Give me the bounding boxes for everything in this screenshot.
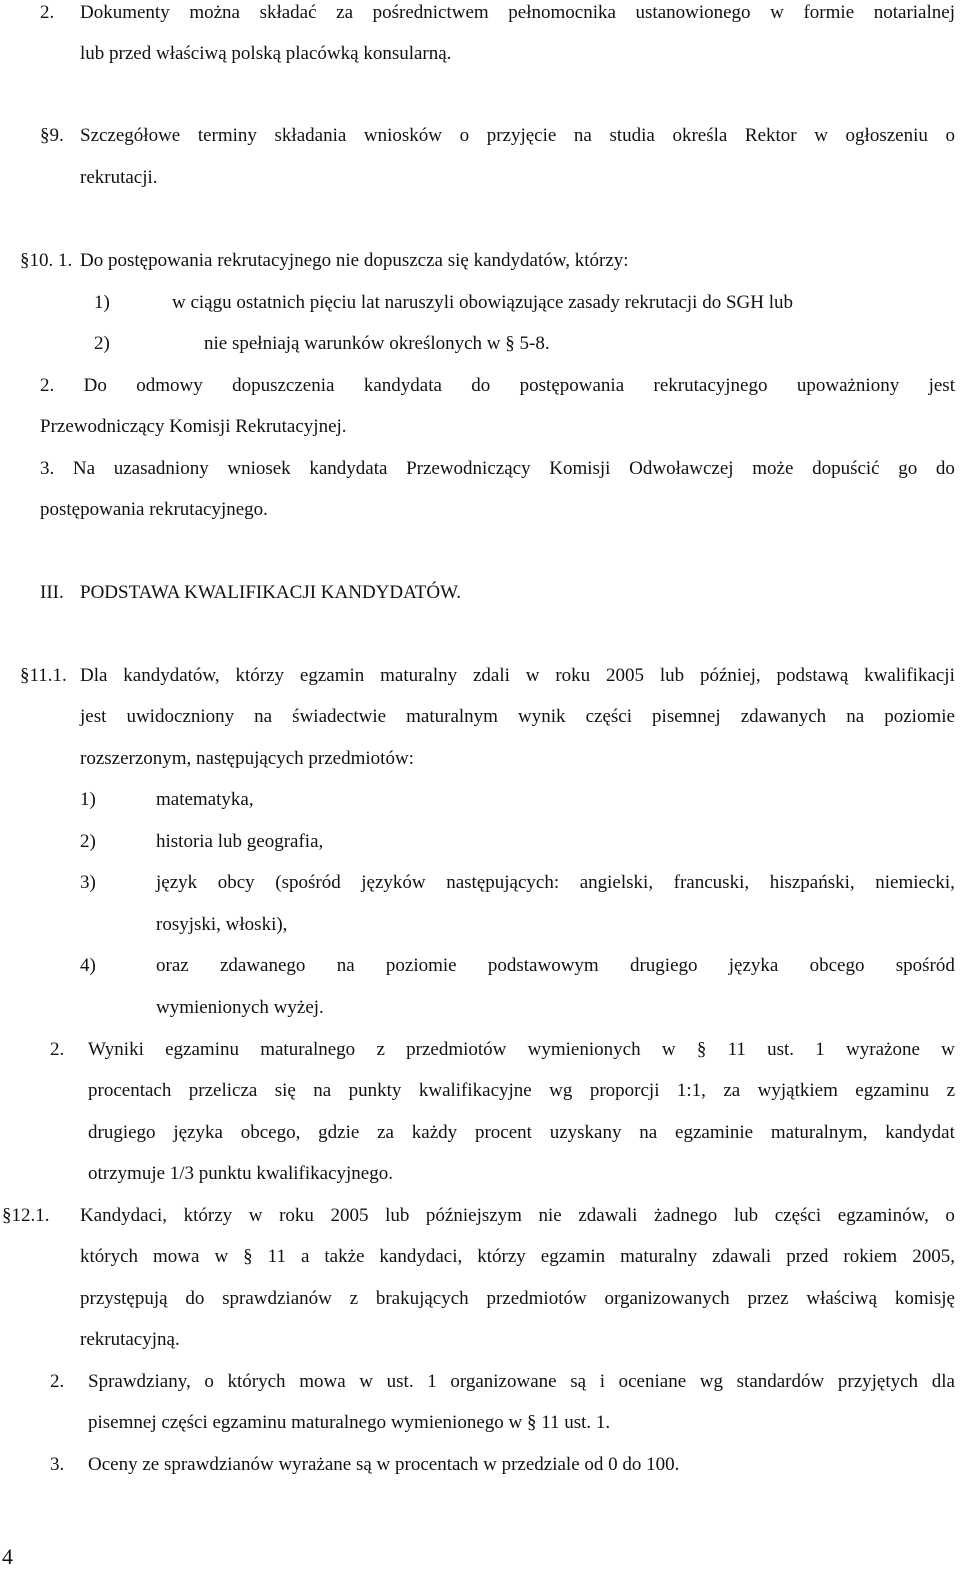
paragraph-line <box>40 374 955 398</box>
word: formie <box>803 2 855 23</box>
word: Dla <box>80 665 108 686</box>
word: ust. <box>386 1371 414 1392</box>
word: oceniane <box>618 1371 687 1392</box>
word: (spośród <box>275 872 341 893</box>
word: kandydat <box>885 1122 955 1143</box>
word: zdawanego <box>219 955 306 976</box>
word: angielski, <box>579 872 654 893</box>
word: języków <box>361 872 426 893</box>
word: których <box>80 1246 139 1267</box>
word: maturalnym <box>406 706 498 727</box>
word: w <box>661 1039 676 1060</box>
word: w <box>770 2 784 23</box>
word: kwalifikacyjne <box>418 1080 532 1101</box>
word: zdawali <box>578 1205 638 1226</box>
word: 11 <box>727 1039 746 1060</box>
word: określa <box>672 125 728 146</box>
word: na <box>573 125 592 146</box>
word: przyjęcie <box>486 125 557 146</box>
word: 1:1, <box>676 1080 706 1101</box>
word: Wyniki <box>88 1039 144 1060</box>
word: właściwą <box>806 1288 878 1309</box>
word: odmowy <box>136 375 203 396</box>
word: z <box>946 1080 955 1101</box>
word: kandydata <box>363 375 442 396</box>
word: maturalnym, <box>770 1122 868 1143</box>
word: przedmiotów <box>486 1288 587 1309</box>
word: żadnego <box>653 1205 718 1226</box>
word: Sprawdziany, <box>88 1371 191 1392</box>
list-item-text <box>156 871 955 895</box>
word: Odwoławczej <box>629 458 734 479</box>
word: oraz <box>156 955 189 976</box>
paragraph-line <box>80 124 955 148</box>
paragraph-line: otrzymuje 1/3 punktu kwalifikacyjnego. <box>88 1163 393 1184</box>
word: na <box>313 1080 332 1101</box>
word: o <box>945 125 955 146</box>
list-number: 1) <box>80 789 96 810</box>
word: podstawą <box>776 665 849 686</box>
chapter-number: III. <box>40 582 64 603</box>
word: ustanowionego <box>635 2 751 23</box>
word: pisemnej <box>652 706 721 727</box>
word: wyrażone <box>846 1039 920 1060</box>
word: przez <box>747 1288 789 1309</box>
word: gdzie <box>318 1122 360 1143</box>
paragraph-line <box>88 1079 955 1103</box>
word: w <box>814 125 828 146</box>
word: zdawali <box>712 1246 772 1267</box>
word: są <box>570 1371 587 1392</box>
word: wyjątkiem <box>757 1080 838 1101</box>
word: następujących: <box>446 872 560 893</box>
item-number: 3. <box>50 1454 65 1475</box>
paragraph-line <box>80 1204 955 1228</box>
word: punkty <box>348 1080 402 1101</box>
section-number: §12.1. <box>2 1205 50 1226</box>
word: pośrednictwem <box>372 2 489 23</box>
word: przed <box>786 1246 829 1267</box>
word: go <box>898 458 918 479</box>
word: mowa <box>153 1246 200 1267</box>
word: mowa <box>299 1371 346 1392</box>
word: języka <box>728 955 779 976</box>
word: wg <box>699 1371 723 1392</box>
word: standardów <box>736 1371 825 1392</box>
word: obcego <box>809 955 865 976</box>
word: do <box>185 1288 205 1309</box>
word: kwalifikacji <box>864 665 955 686</box>
word: o <box>945 1205 955 1226</box>
word: świadectwie <box>292 706 387 727</box>
word: uzasadniony <box>113 458 209 479</box>
word: drugiego <box>629 955 698 976</box>
word: w <box>525 665 540 686</box>
word: 11 <box>267 1246 286 1267</box>
word: egzamin <box>299 665 365 686</box>
word: którzy <box>183 1205 233 1226</box>
paragraph-line <box>80 1245 955 1269</box>
word: roku <box>279 1205 314 1226</box>
section-number: §10. 1. <box>20 250 73 271</box>
word: drugiego <box>88 1122 156 1143</box>
word: Na <box>72 458 96 479</box>
word: jest <box>80 706 107 727</box>
word: kandydatów, <box>123 665 220 686</box>
paragraph-line <box>80 705 955 729</box>
word: kandydaci, <box>379 1246 463 1267</box>
word: obcy <box>217 872 255 893</box>
word: poziomie <box>884 706 955 727</box>
list-item-text: rosyjski, włoski), <box>156 914 288 935</box>
word: egzaminie <box>675 1122 754 1143</box>
word: pełnomocnika <box>508 2 616 23</box>
word: Dokumenty <box>80 2 170 23</box>
word: język <box>156 872 198 893</box>
section-number: §11.1. <box>20 665 67 686</box>
word: można <box>189 2 240 23</box>
word: niemiecki, <box>875 872 955 893</box>
word: przelicza <box>188 1080 258 1101</box>
paragraph-line <box>40 457 955 481</box>
word: dla <box>931 1371 955 1392</box>
word: zdali <box>472 665 510 686</box>
word: postępowania <box>519 375 625 396</box>
section-number: §9. <box>40 125 64 146</box>
word: lub <box>659 665 685 686</box>
word: na <box>254 706 273 727</box>
word: o <box>459 125 470 146</box>
list-item-text <box>156 954 955 978</box>
word: maturalny <box>620 1246 698 1267</box>
word: do <box>471 375 491 396</box>
word: studia <box>609 125 655 146</box>
word: wniosków <box>363 125 443 146</box>
word: w <box>359 1371 373 1392</box>
word: spośród <box>895 955 955 976</box>
word: się <box>274 1080 296 1101</box>
chapter-title: PODSTAWA KWALIFIKACJI KANDYDATÓW. <box>80 582 462 603</box>
paragraph-line <box>80 1 955 25</box>
word: na <box>639 1122 658 1143</box>
list-item-text: nie spełniają warunków określonych w § 5-8. <box>204 333 550 354</box>
word: notarialnej <box>873 2 955 23</box>
word: Rektor <box>744 125 797 146</box>
paragraph-line: Oceny ze sprawdzianów wyrażane są w procentach w przedziale od 0 do 100. <box>88 1454 680 1475</box>
word: i <box>599 1371 605 1392</box>
paragraph-line <box>88 1121 955 1145</box>
paragraph-line: rekrutacji. <box>80 167 158 188</box>
word: składać <box>259 2 317 23</box>
word: Do <box>83 375 107 396</box>
word: z <box>349 1288 359 1309</box>
paragraph-line <box>88 1038 955 1062</box>
paragraph-line: Przewodniczący Komisji Rekrutacyjnej. <box>40 416 347 437</box>
list-item-text: historia lub geografia, <box>156 831 324 852</box>
word: może <box>752 458 794 479</box>
word: Komisji <box>549 458 611 479</box>
word: przedmiotów <box>406 1039 507 1060</box>
word: ogłoszeniu <box>845 125 928 146</box>
word: w <box>214 1246 229 1267</box>
word: a <box>300 1246 310 1267</box>
word: francuski, <box>673 872 750 893</box>
word: roku <box>555 665 591 686</box>
word: obcego, <box>240 1122 301 1143</box>
list-number: 4) <box>80 955 96 976</box>
word: przystępują <box>80 1288 168 1309</box>
word: 1 <box>815 1039 825 1060</box>
word: terminy <box>197 125 257 146</box>
word: wg <box>549 1080 573 1101</box>
word: lub <box>385 1205 410 1226</box>
item-number: 2. <box>50 1371 65 1392</box>
word: 2005 <box>606 665 645 686</box>
word: 3. <box>40 458 55 479</box>
word: za <box>723 1080 741 1101</box>
word: poziomie <box>385 955 457 976</box>
word: każdy <box>411 1122 458 1143</box>
word: także <box>324 1246 365 1267</box>
word: 2. <box>40 375 55 396</box>
word: części <box>585 706 632 727</box>
word: komisję <box>894 1288 955 1309</box>
word: za <box>336 2 354 23</box>
word: wynik <box>518 706 566 727</box>
word: później, <box>699 665 761 686</box>
word: § <box>696 1039 707 1060</box>
word: wymienionych <box>527 1039 641 1060</box>
list-number: 2) <box>94 333 110 354</box>
word: ust. <box>767 1039 795 1060</box>
word: organizowanych <box>604 1288 730 1309</box>
word: hiszpański, <box>769 872 855 893</box>
word: Szczegółowe <box>80 125 181 146</box>
word: których <box>227 1371 286 1392</box>
word: egzamin <box>540 1246 606 1267</box>
word: kandydata <box>309 458 388 479</box>
word: rokiem <box>843 1246 898 1267</box>
word: dopuszczenia <box>232 375 335 396</box>
page-number: 4 <box>2 1544 13 1569</box>
paragraph-line: lub przed właściwą polską placówką konsularną. <box>80 43 452 64</box>
word: języka <box>173 1122 223 1143</box>
word: upoważniony <box>796 375 900 396</box>
word: 1 <box>427 1371 437 1392</box>
paragraph-line <box>80 664 955 688</box>
item-number: 2. <box>40 2 55 23</box>
word: późniejszym <box>425 1205 522 1226</box>
word: proporcji <box>589 1080 660 1101</box>
word: z <box>376 1039 385 1060</box>
word: rekrutacyjnego <box>653 375 768 396</box>
word: brakujących <box>375 1288 469 1309</box>
paragraph-line <box>88 1370 955 1394</box>
word: maturalnego <box>260 1039 356 1060</box>
list-number: 2) <box>80 831 96 852</box>
word: na <box>336 955 355 976</box>
paragraph-line: rozszerzonym, następujących przedmiotów: <box>80 748 414 769</box>
word: procentach <box>88 1080 172 1101</box>
paragraph-line: postępowania rekrutacyjnego. <box>40 499 268 520</box>
word: uzyskany <box>549 1122 622 1143</box>
word: przyjętych <box>837 1371 919 1392</box>
paragraph-line <box>80 1287 955 1311</box>
paragraph-line: pisemnej części egzaminu maturalnego wymienionego w § 11 ust. 1. <box>88 1412 611 1433</box>
word: którzy <box>235 665 285 686</box>
list-item-text: wymienionych wyżej. <box>156 997 324 1018</box>
word: za <box>377 1122 394 1143</box>
word: zdawanych <box>740 706 827 727</box>
word: maturalny <box>380 665 458 686</box>
list-item-text: w ciągu ostatnich pięciu lat naruszyli obowiązujące zasady rekrutacji do SGH lub <box>172 292 793 313</box>
word: o <box>204 1371 214 1392</box>
word: procent <box>474 1122 532 1143</box>
word: egzaminu <box>855 1080 930 1101</box>
word: na <box>846 706 865 727</box>
paragraph-line: Do postępowania rekrutacyjnego nie dopuszcza się kandydatów, którzy: <box>80 250 629 271</box>
word: Kandydaci, <box>80 1205 168 1226</box>
list-item-text: matematyka, <box>156 789 254 810</box>
word: podstawowym <box>487 955 599 976</box>
word: jest <box>928 375 955 396</box>
list-number: 3) <box>80 872 96 893</box>
word: uwidoczniony <box>126 706 235 727</box>
word: egzaminu <box>165 1039 239 1060</box>
word: dopuścić <box>812 458 880 479</box>
word: do <box>935 458 955 479</box>
word: wniosek <box>227 458 291 479</box>
word: Przewodniczący <box>406 458 531 479</box>
paragraph-line: rekrutacyjną. <box>80 1329 180 1350</box>
word: nie <box>538 1205 562 1226</box>
item-number: 2. <box>50 1039 65 1060</box>
word: lub <box>733 1205 759 1226</box>
word: składania <box>274 125 347 146</box>
word: części <box>774 1205 822 1226</box>
word: 2005, <box>912 1246 955 1267</box>
word: 2005 <box>330 1205 369 1226</box>
word: egzaminów, <box>837 1205 929 1226</box>
word: w <box>248 1205 263 1226</box>
word: w <box>941 1039 955 1060</box>
word: którzy <box>477 1246 526 1267</box>
word: § <box>243 1246 253 1267</box>
list-number: 1) <box>94 292 110 313</box>
word: sprawdzianów <box>222 1288 332 1309</box>
word: organizowane <box>450 1371 557 1392</box>
